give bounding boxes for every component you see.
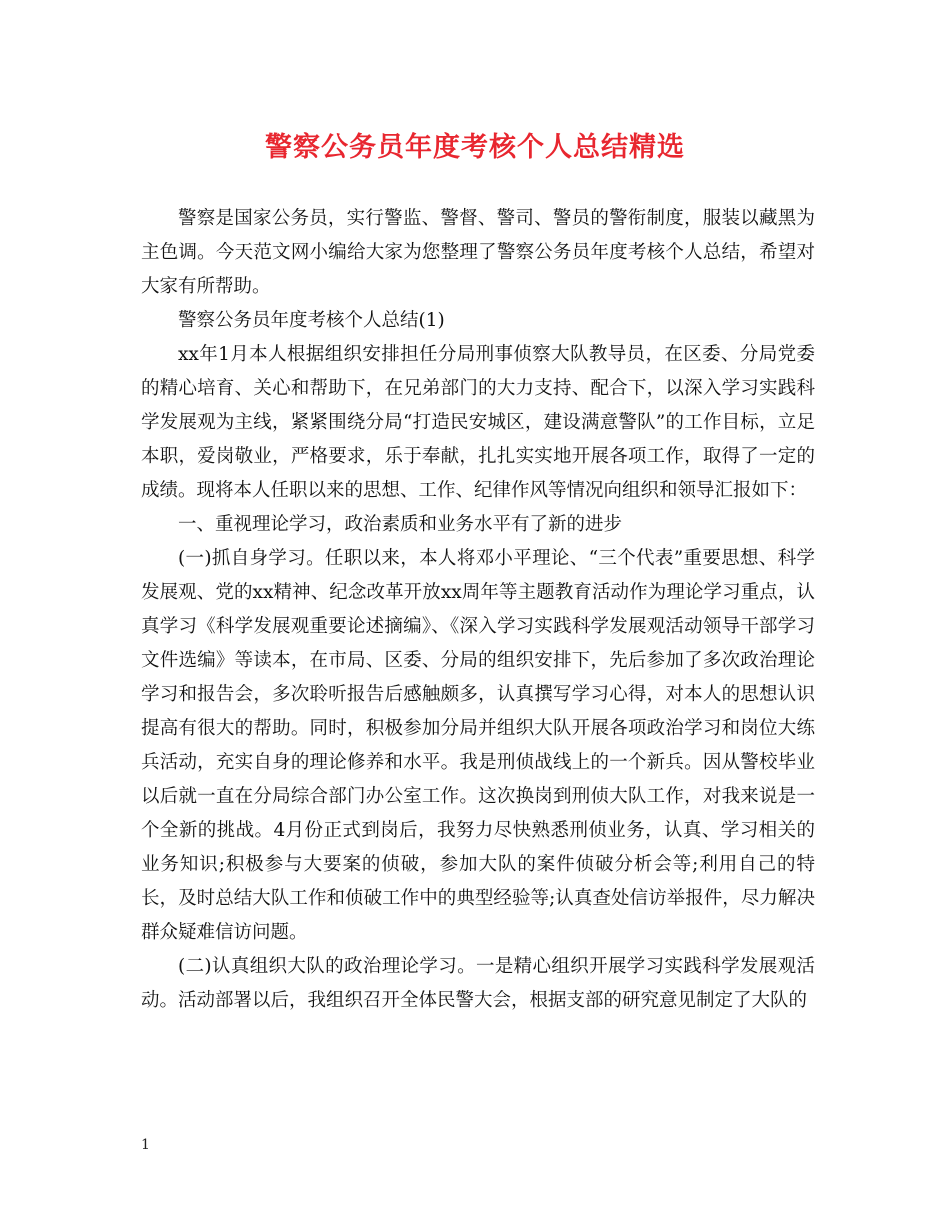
- paragraph-team-study: (二)认真组织大队的政治理论学习。一是精心组织开展学习实践科学发展观活动。活动部署以后，我组织召开全体民警大会，根据支部的研究意见制定了大队的: [141, 956, 815, 1011]
- paragraph-overview: xx年1月本人根据组织安排担任分局刑事侦察大队教导员，在区委、分局党委的精心培育、关心和帮助下，在兄弟部门的大力支持、配合下，以深入学习实践科学发展观为主线，紧紧围绕分局“打造民安城区，建设满意警队”的工作目标，立足本职，爱岗敬业，严格要求，乐于奉献，扎扎实实地开展各项工作，取得了一定的成绩。现将本人任职以来的思想、工作、纪律作风等情况向组织和领导汇报如下：: [141, 344, 815, 501]
- paragraph-heading-one: 一、重视理论学习，政治素质和业务水平有了新的进步: [178, 514, 623, 535]
- paragraph-self-study: (一)抓自身学习。任职以来，本人将邓小平理论、“三个代表”重要思想、科学发展观、党的xx精神、纪念改革开放xx周年等主题教育活动作为理论学习重点，认真学习《科学发展观重要论述摘编》、《深入学习实践科学发展观活动领导干部学习文件选编》等读本，在市局、区委、分局的组织安排下，先后参加了多次政治理论学习和报告会，多次聆听报告后感触颇多，认真撰写学习心得，对本人的思想认识提高有很大的帮助。同时，积极参加分局并组织大队开展各项政治学习和岗位大练兵活动，充实自身的理论修养和水平。我是刑侦战线上的一个新兵。因从警校毕业以后就一直在分局综合部门办公室工作。这次换岗到刑侦大队工作，对我来说是一个全新的挑战。4月份正式到岗后，我努力尽快熟悉刑侦业务，认真、学习相关的业务知识;积极参与大要案的侦破，参加大队的案件侦破分析会等;利用自己的特长，及时总结大队工作和侦破工作中的典型经验等;认真查处信访举报件，尽力解决群众疑难信访问题。: [141, 548, 815, 943]
- page-number: 1: [141, 1137, 150, 1153]
- document-body: [141, 202, 815, 1018]
- paragraph-intro: 警察是国家公务员，实行警监、警督、警司、警员的警衔制度，服装以藏黑为主色调。今天范文网小编给大家为您整理了警察公务员年度考核个人总结，希望对大家有所帮助。: [141, 208, 815, 297]
- document-title: 警察公务员年度考核个人总结精选: [265, 132, 685, 163]
- paragraph-section-heading: 警察公务员年度考核个人总结(1): [178, 310, 445, 331]
